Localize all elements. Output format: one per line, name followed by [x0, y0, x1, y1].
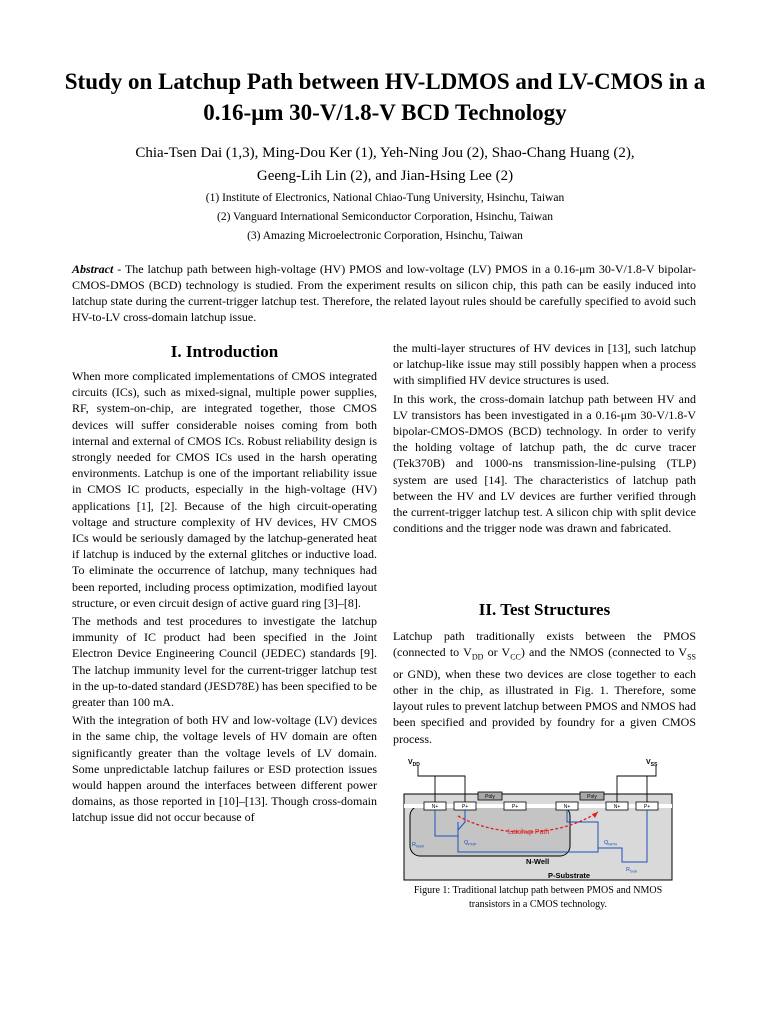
- subscript: SS: [687, 652, 697, 662]
- vdd-label: $V_{DD}$: [408, 759, 420, 768]
- latchup-path-label: Latchup Path: [508, 829, 550, 836]
- test-structures-paragraph: [393, 628, 696, 747]
- intro-paragraph-2: The methods and test procedures to investigate the latchup immunity of IC product had been specified in the Joint Electron Device Engineering Council (JEDEC) standards [9]. The latchup immunity level for the current-trigger latchup test in the up-to-dated standard (JESD78E) has been specified to be greater than 100 mA.: [72, 614, 377, 710]
- latchup-cross-section-figure: [398, 752, 676, 882]
- vss-label: $V_{SS}$: [646, 759, 658, 768]
- abstract: [72, 261, 696, 325]
- rwell-label: $R_{Well}$: [412, 842, 424, 849]
- subscript: DD: [471, 652, 484, 662]
- intro-paragraph-4: the multi-layer structures of HV devices in [13], such latchup or latchup-like issue may still possibly happen when a process with simplified HV device structures is used.: [393, 341, 696, 388]
- qpnp-label: $Q_{PNP}$: [464, 840, 477, 847]
- psub-label: P-Substrate: [548, 871, 591, 880]
- label-n-plus: N+: [613, 804, 621, 810]
- paper-title: Study on Latchup Path between HV-LDMOS and LV-CMOS in a 0.16-μm 30-V/1.8-V BCD Technology: [64, 69, 706, 125]
- intro-paragraph-3: With the integration of both HV and low-voltage (LV) devices in the same chip, the voltage levels of HV domain are often significantly greater than the voltage levels of LV domain. Some unpredictable latchup failures or ESD protection issues would happen around the interfaces between different power domains, as those reported in [10]–[13]. Though cross-domain latchup issue did not occur because of: [72, 713, 377, 825]
- authors-line-2: Geeng-Lih Lin (2), and Jian-Hsing Lee (2): [256, 168, 514, 184]
- label-p-plus: P+: [461, 804, 469, 810]
- nwell-label: N-Well: [526, 857, 550, 866]
- label-p-plus: P+: [511, 804, 519, 810]
- text-run: ) and the NMOS (connected to V: [520, 645, 688, 660]
- affiliation-1: (1) Institute of Electronics, National Chiao-Tung University, Hsinchu, Taiwan: [205, 192, 565, 204]
- label-poly: Poly: [485, 794, 495, 800]
- abstract-text: - The latchup path between high-voltage (HV) PMOS and low-voltage (LV) PMOS in a 0.16-μm 30-V/1.8-V bipolar-CMOS-DMOS (BCD) technology is studied. From the experiment results on silicon chip, this path can be easily induced into latchup state during the current-trigger latchup test. Therefore, the related layout rules should be carefully specified to avoid such HV-to-LV cross-domain latchup issue.: [72, 262, 696, 324]
- section-2-heading: II. Test Structures: [478, 600, 611, 619]
- label-n-plus: N+: [431, 804, 439, 810]
- text-run: or GND), when these two devices are close together to each other in the chip, as illustrated in Fig. 1. Therefore, some layout rules to prevent latchup between PMOS and NMOS had been specified and provided by foundry for a given CMOS process.: [393, 666, 696, 746]
- qnpn-label: $Q_{NPN}$: [604, 840, 617, 847]
- intro-paragraph-5: In this work, the cross-domain latchup path between HV and LV transistors has been investigated in a 0.16-μm 30-V/1.8-V bipolar-CMOS-DMOS (BCD) technology. In order to verify the holding voltage of latchup path, the dc curve tracer (Tek370B) and 1000-ns transmission-line-pulsing (TLP) system are used [14]. The characteristics of latchup path between the HV and LV devices are further verified through the current-trigger latchup test. A silicon chip with split device conditions and the trigger node was drawn and fabricated.: [393, 391, 696, 536]
- author-list: [70, 142, 700, 188]
- abstract-label: Abstract: [72, 262, 114, 276]
- label-poly: Poly: [587, 794, 597, 800]
- label-p-plus: P+: [643, 804, 651, 810]
- text-run: Latchup path traditionally exists between the PMOS (connected to V: [393, 629, 696, 660]
- section-1-heading: I. Introduction: [170, 342, 279, 361]
- rsub-label: $R_{Sub}$: [626, 867, 638, 874]
- text-run: or V: [483, 645, 511, 660]
- subscript: CC: [510, 652, 521, 662]
- affiliation-3: (3) Amazing Microelectronic Corporation, Hsinchu, Taiwan: [247, 230, 523, 242]
- affiliation-2: (2) Vanguard International Semiconductor Corporation, Hsinchu, Taiwan: [216, 211, 554, 223]
- left-column: [72, 368, 377, 828]
- right-column: [393, 340, 696, 538]
- intro-paragraph-1: When more complicated implementations of CMOS integrated circuits (ICs), such as mixed-signal, multiple power supplies, RF, system-on-chip, are integrated together, those CMOS devices will suffer considerable noises coming from both internal and external of CMOS ICs. Robust reliability design is strongly needed for CMOS ICs used in the harsh operating environments. Latchup is one of the important reliability issue in CMOS IC products, especially in the high-voltage (HV) applications [1], [2]. Because of the high circuit-operating voltage and structure complexity of HV devices, HV CMOS ICs would be seriously damaged by the latchup-generated heat if latchup is induced by the external glitches or inductive load. To eliminate the occurrence of latchup, many techniques had been reported, including process optimization, modified layout structure, or even circuit design of active guard ring [3]–[8].: [72, 369, 377, 610]
- authors-line-1: Chia-Tsen Dai (1,3), Ming-Dou Ker (1), Yeh-Ning Jou (2), Shao-Chang Huang (2),: [135, 145, 635, 161]
- figure-1-caption: Figure 1: Traditional latchup path between PMOS and NMOS transistors in a CMOS technology.: [413, 885, 663, 910]
- label-n-plus: N+: [563, 804, 571, 810]
